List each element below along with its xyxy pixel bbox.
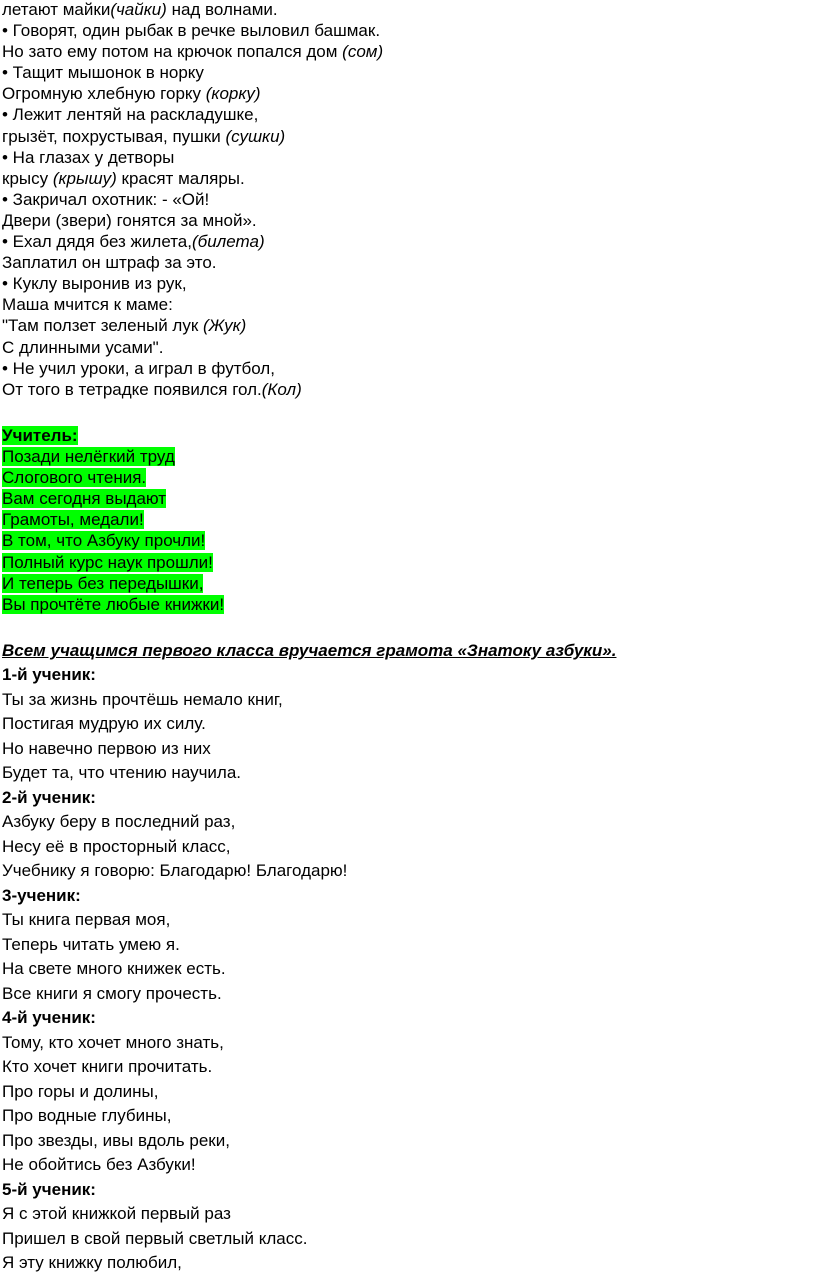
student-speaker: 2-й ученик: [2, 787, 96, 807]
teacher-line: Грамоты, медали! [2, 510, 144, 530]
student-line: Будет та, что чтению научила. [2, 763, 242, 782]
student-line: Но навечно первою из них [2, 738, 211, 758]
student-speaker: 4-й ученик: [2, 1008, 96, 1027]
student-speaker: 3-ученик: [2, 885, 81, 905]
riddle-line: Двери (звери) гонятся за мной». [2, 210, 257, 230]
student-speaker: 1-й ученик: [2, 665, 96, 684]
riddle-line: • Куклу выронив из рук, [2, 274, 187, 294]
student-line: Учебнику я говорю: Благодарю! Благодарю! [2, 861, 348, 880]
student-line: Не обойтись без Азбуки! [2, 1155, 196, 1174]
student-line: Тому, кто хочет много знать, [2, 1032, 224, 1052]
student-line: Постигая мудрую их силу. [2, 714, 206, 733]
riddle-line: • Тащит мышонок в норку [2, 63, 204, 83]
teacher-line: Вам сегодня выдают [2, 489, 167, 509]
student-line: Я с этой книжкой первый раз [2, 1204, 231, 1223]
teacher-speaker: Учитель: [2, 426, 78, 445]
riddle-line: Огромную хлебную горку (корку) [2, 84, 261, 104]
riddle-line: летают майки(чайки) над волнами. [2, 0, 278, 19]
riddle-line: Маша мчится к маме: [2, 295, 173, 315]
riddles-section [2, 0, 383, 400]
student-line: Про звезды, ивы вдоль реки, [2, 1130, 230, 1150]
riddle-line: Заплатил он штраф за это. [2, 253, 217, 273]
student-line: Ты книга первая моя, [2, 910, 171, 929]
teacher-line: Полный курс наук прошли! [2, 552, 213, 572]
student-speaker: 5-й ученик: [2, 1179, 96, 1199]
riddle-line: С длинными усами". [2, 337, 164, 357]
riddle-line: Но зато ему потом на крючок попался дом (сом) [2, 42, 384, 62]
student-line: Теперь читать умею я. [2, 934, 180, 954]
riddle-line: крысу (крышу) красят маляры. [2, 168, 245, 188]
riddle-line: От того в тетрадке появился гол.(Кол) [2, 379, 302, 399]
student-line: Несу её в просторный класс, [2, 836, 231, 856]
student-line: Я эту книжку полюбил, [2, 1253, 182, 1272]
student-line: Пришел в свой первый светлый класс. [2, 1228, 308, 1248]
teacher-line: И теперь без передышки, [2, 573, 204, 593]
award-text: Всем учащимся первого класса вручается грамота «Знатоку азбуки». [2, 641, 617, 660]
teacher-line: Слогового чтения. [2, 468, 147, 488]
student-line: Все книги я смогу прочесть. [2, 983, 222, 1003]
student-line: Азбуку беру в последний раз, [2, 812, 236, 831]
riddle-line: грызёт, похрустывая, пушки (сушки) [2, 126, 286, 146]
riddle-line: • Говорят, один рыбак в речке выловил башмак. [2, 21, 381, 41]
award-announcement [2, 640, 616, 662]
riddle-line: "Там ползет зеленый лук (Жук) [2, 316, 247, 336]
teacher-line: Вы прочтёте любые книжки! [2, 594, 225, 614]
student-line: Кто хочет книги прочитать. [2, 1057, 213, 1076]
riddle-line: • Закричал охотник: - «Ой! [2, 189, 210, 209]
teacher-line: В том, что Азбуку прочли! [2, 531, 206, 551]
riddle-line: • Не учил уроки, а играл в футбол, [2, 358, 275, 378]
student-line: Ты за жизнь прочтёшь немало книг, [2, 689, 283, 709]
teacher-line: Позади нелёгкий труд [2, 447, 175, 467]
students-section [2, 663, 347, 1274]
teacher-speech [2, 425, 224, 615]
riddle-line: • Ехал дядя без жилета,(билета) [2, 232, 265, 252]
riddle-line: • Лежит лентяй на раскладушке, [2, 105, 259, 125]
student-line: На свете много книжек есть. [2, 959, 226, 978]
student-line: Про горы и долины, [2, 1081, 159, 1101]
student-line: Про водные глубины, [2, 1106, 172, 1125]
riddle-line: • На глазах у детворы [2, 147, 175, 167]
